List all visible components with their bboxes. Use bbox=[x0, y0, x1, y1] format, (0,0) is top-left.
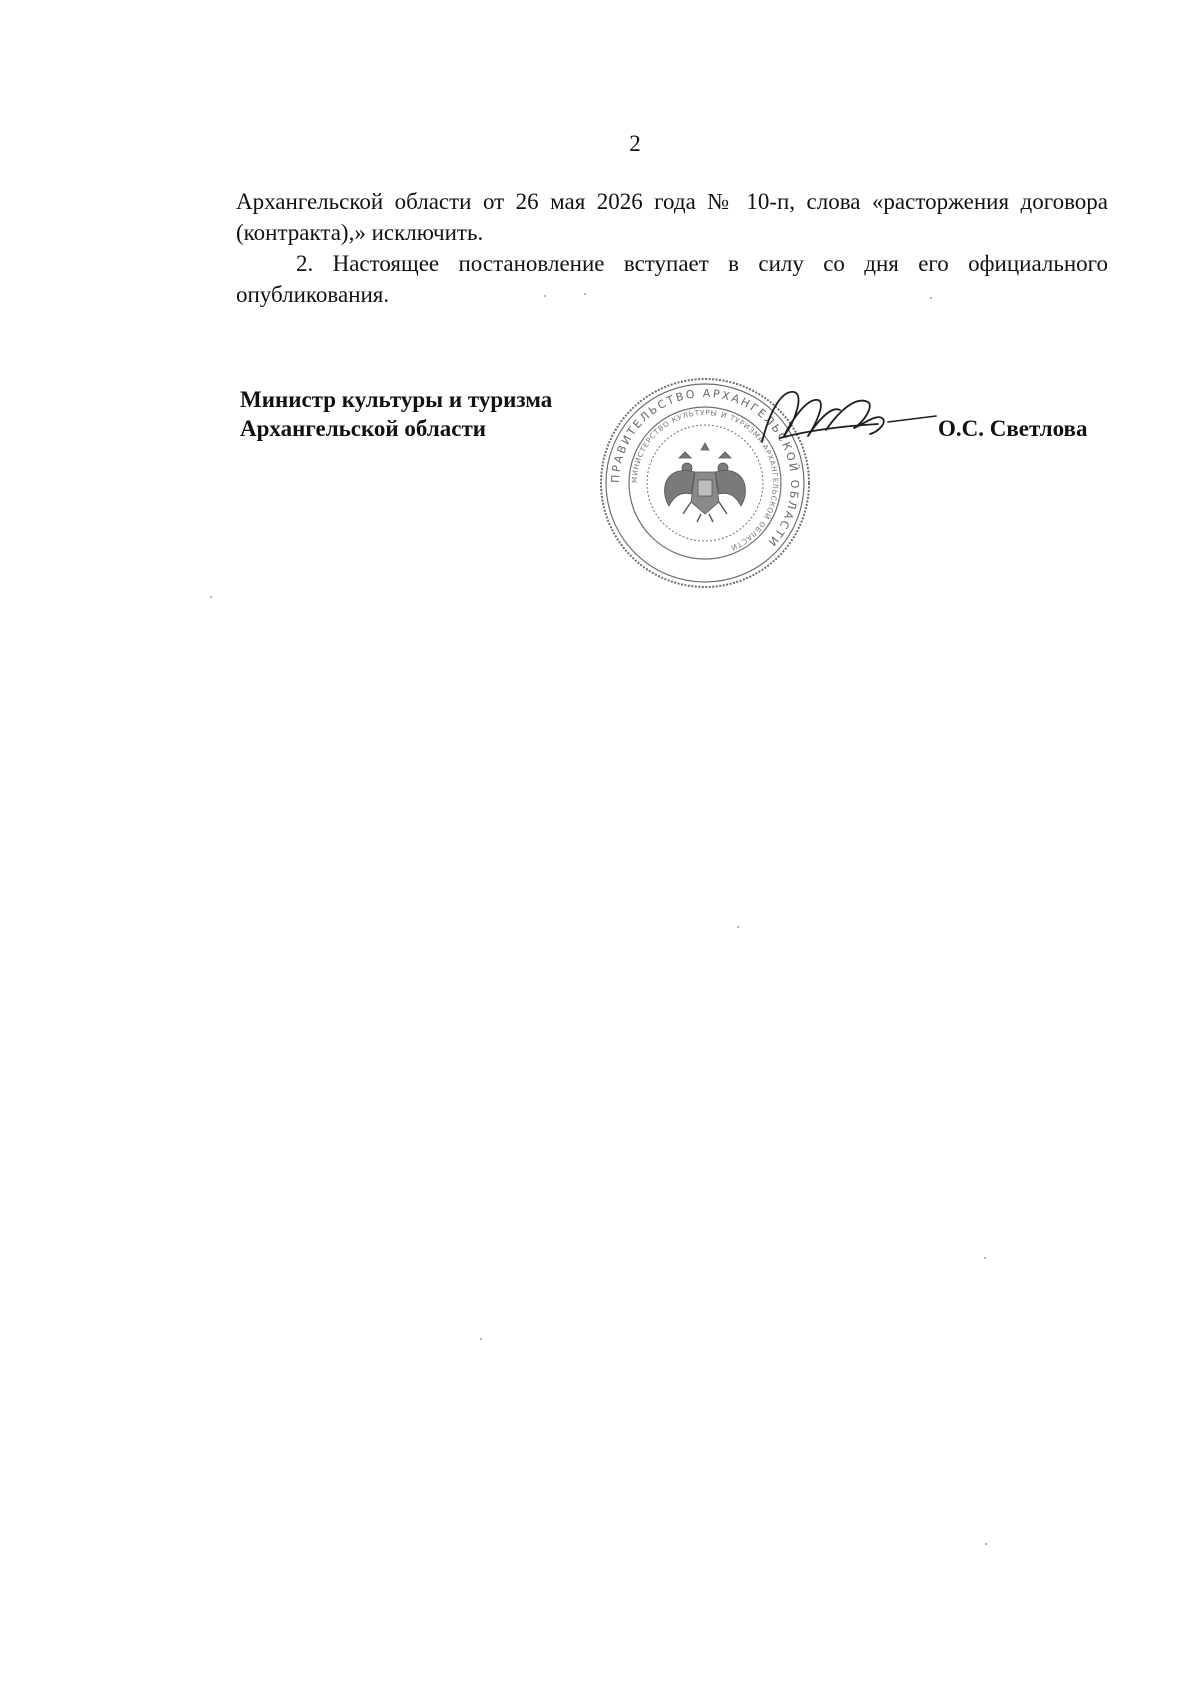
signatory-title bbox=[240, 385, 552, 443]
scan-speck bbox=[984, 1257, 986, 1259]
scan-speck bbox=[210, 596, 212, 598]
document-body bbox=[236, 186, 1108, 310]
scan-speck bbox=[985, 1543, 987, 1545]
paragraph-2: 2. Настоящее постановление вступает в силу со дня его официального опубликования. bbox=[236, 251, 1108, 307]
scan-speck bbox=[737, 926, 739, 928]
seal-inner-text: МИНИСТЕРСТВО КУЛЬТУРЫ И ТУРИЗМА АРХАНГЕЛЬСКОЙ ОБЛАСТИ bbox=[629, 407, 781, 553]
seal-outer-text: ПРАВИТЕЛЬСТВО АРХАНГЕЛЬСКОЙ ОБЛАСТИ bbox=[608, 386, 802, 550]
paragraph-1-continuation: Архангельской области от 26 мая 2026 года № 10-п, слова «расторжения договора (контракта),» исключить. bbox=[236, 189, 1108, 245]
scan-speck bbox=[930, 297, 932, 299]
signatory-title-line-1: Министр культуры и туризма bbox=[240, 387, 553, 412]
signatory-title-line-2: Архангельской области bbox=[240, 416, 487, 441]
scan-speck bbox=[584, 293, 586, 295]
signatory-name: О.С. Светлова bbox=[938, 416, 1088, 441]
scan-speck bbox=[480, 1338, 482, 1340]
scan-speck bbox=[544, 295, 546, 297]
handwritten-signature-icon bbox=[760, 380, 940, 460]
page-number: 2 bbox=[629, 131, 641, 156]
